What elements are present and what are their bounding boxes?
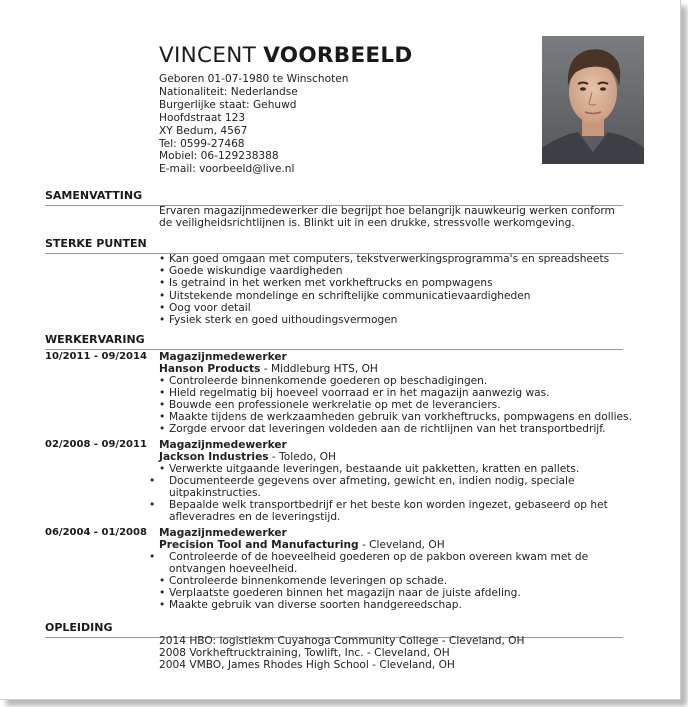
job-bullets	[149, 463, 619, 523]
city-line: XY Bedum, 4567	[159, 124, 248, 137]
list-item: • Fysiek sterk en goed uithoudingsvermogen	[159, 314, 398, 327]
profile-photo	[542, 36, 644, 164]
section-divider	[45, 349, 623, 350]
job-title: Magazijnmedewerker	[159, 527, 287, 539]
list-item: • Oog voor detail	[159, 301, 251, 314]
job-title: Magazijnmedewerker	[159, 439, 287, 451]
list-item: • Maakte tijdens de werkzaamheden gebruik van vorkheftrucks, pompwagens en dollies.	[159, 411, 632, 423]
strengths-section	[45, 237, 625, 329]
list-item: • Documenteerde gegevens over afmeting, gewicht en, indien nodig, speciale uitpakinstructies.	[149, 475, 575, 499]
job-employer: Hanson Products - Middleburg HTS, OH	[159, 363, 378, 375]
list-item: • Maakte gebruik van diverse soorten handgereedschap.	[159, 599, 462, 611]
list-item: • Bouwde een professionele werkrelatie op met de leveranciers.	[159, 399, 501, 411]
mobile-line: Mobiel: 06-129238388	[159, 150, 279, 163]
resume-header	[159, 42, 529, 176]
job-bullets	[159, 375, 632, 435]
candidate-name	[159, 42, 529, 70]
email-line: E-mail: voorbeeld@live.nl	[159, 163, 295, 176]
summary-text: Ervaren magazijnmedewerker die begrijpt hoe belangrijk nauwkeurig werken conform de veiligheidsrichtlijnen is. Blinkt uit in een drukke, stressvolle werkomgeving.	[159, 205, 615, 230]
list-item: • Verplaatste goederen binnen het magazijn naar de juiste afdeling.	[159, 587, 521, 599]
portrait-image	[542, 36, 644, 164]
job-dates: 10/2011 - 09/2014	[45, 351, 147, 362]
education-heading: OPLEIDING	[45, 621, 113, 634]
list-item: • Uitstekende mondelinge en schriftelijke communicatievaardigheden	[159, 289, 531, 302]
summary-section	[45, 189, 625, 234]
summary-heading: SAMENVATTING	[45, 189, 143, 202]
list-item: • Controleerde of de hoeveelheid goederen op de pakbon overeen kwam met de ontvangen hoeveelheid.	[149, 551, 589, 575]
list-item: • Hield regelmatig bij hoeveel voorraad er in het magazijn aanwezig was.	[159, 387, 550, 399]
education-section	[45, 621, 625, 681]
street-line: Hoofdstraat 123	[159, 111, 246, 124]
job-dates: 02/2008 - 09/2011	[45, 439, 147, 450]
education-entry: 2004 VMBO, James Rhodes High School - Cleveland, OH	[159, 659, 455, 672]
contact-details	[159, 73, 529, 176]
strengths-heading: STERKE PUNTEN	[45, 237, 147, 250]
strengths-list	[159, 253, 629, 326]
first-name: VINCENT	[159, 43, 257, 68]
marital-status-line: Burgerlijke staat: Gehuwd	[159, 98, 297, 111]
list-item: • Verwerkte uitgaande leveringen, bestaande uit pakketten, kratten en pallets.	[159, 463, 580, 475]
education-entry: 2008 Vorkheftrucktraining, Towlift, Inc. - Cleveland, OH	[159, 647, 450, 660]
list-item: • Goede wiskundige vaardigheden	[159, 265, 343, 278]
list-item: • Bepaalde welk transportbedrijf er het beste kon worden ingezet, gebaseerd op het afleveradres en de leveringstijd.	[149, 499, 608, 523]
job-employer: Jackson Industries - Toledo, OH	[159, 451, 336, 463]
job-dates: 06/2004 - 01/2008	[45, 527, 147, 538]
experience-heading: WERKERVARING	[45, 333, 145, 346]
list-item: • Controleerde binnenkomende leveringen op schade.	[159, 575, 448, 587]
list-item: • Controleerde binnenkomende goederen op beschadigingen.	[159, 375, 488, 387]
job-employer: Precision Tool and Manufacturing - Cleveland, OH	[159, 539, 445, 551]
phone-line: Tel: 0599-27468	[159, 137, 245, 150]
list-item: • Zorgde ervoor dat leveringen voldeden aan de richtlijnen van het transportbedrijf.	[159, 423, 606, 435]
education-entry: 2014 HBO: logistiekm Cuyahoga Community College - Cleveland, OH	[159, 635, 525, 647]
nationality-line: Nationaliteit: Nederlandse	[159, 85, 298, 98]
list-item: • Kan goed omgaan met computers, tekstverwerkingsprogramma's en spreadsheets	[159, 253, 610, 265]
birth-line: Geboren 01-07-1980 te Winschoten	[159, 73, 349, 85]
list-item: • Is getraind in het werken met vorkheftrucks en pompwagens	[159, 277, 493, 290]
job-title: Magazijnmedewerker	[159, 351, 287, 363]
job-bullets	[149, 551, 619, 611]
experience-section	[45, 333, 632, 618]
last-name: VOORBEELD	[263, 43, 413, 68]
